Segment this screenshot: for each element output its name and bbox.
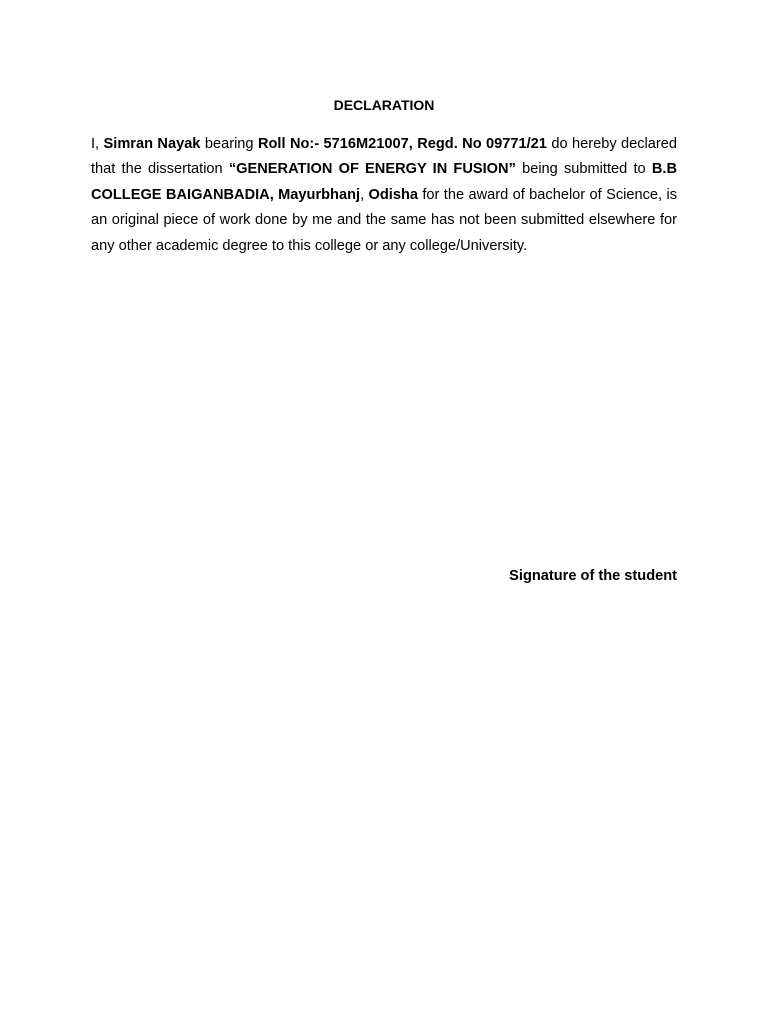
- college-name: B.B COLLEGE BAIGANBADIA, Mayurbhanj: [91, 161, 677, 203]
- dissertation-title: “GENERATION OF ENERGY IN FUSION”: [228, 161, 516, 178]
- text-segment: I,: [91, 136, 104, 152]
- declaration-heading: DECLARATION: [333, 97, 435, 113]
- roll-regd-number: Roll No:- 5716M21007, Regd. No 09771/21: [257, 136, 547, 152]
- student-name: Simran Nayak: [103, 136, 201, 152]
- text-segment: for the award of bachelor of Science, is an original piece of work done by me and the same has not been submitted elsewhere for any other academic degree to this college or any college/University.: [91, 186, 678, 254]
- text-segment: being submitted to: [515, 161, 652, 178]
- text-segment: do hereby declared that the dissertation: [91, 136, 678, 178]
- state-name: Odisha: [368, 186, 418, 203]
- signature-label: Signature of the student: [509, 568, 677, 584]
- text-segment: ,: [360, 186, 369, 203]
- declaration-paragraph: [91, 132, 677, 259]
- text-segment: bearing: [200, 136, 258, 152]
